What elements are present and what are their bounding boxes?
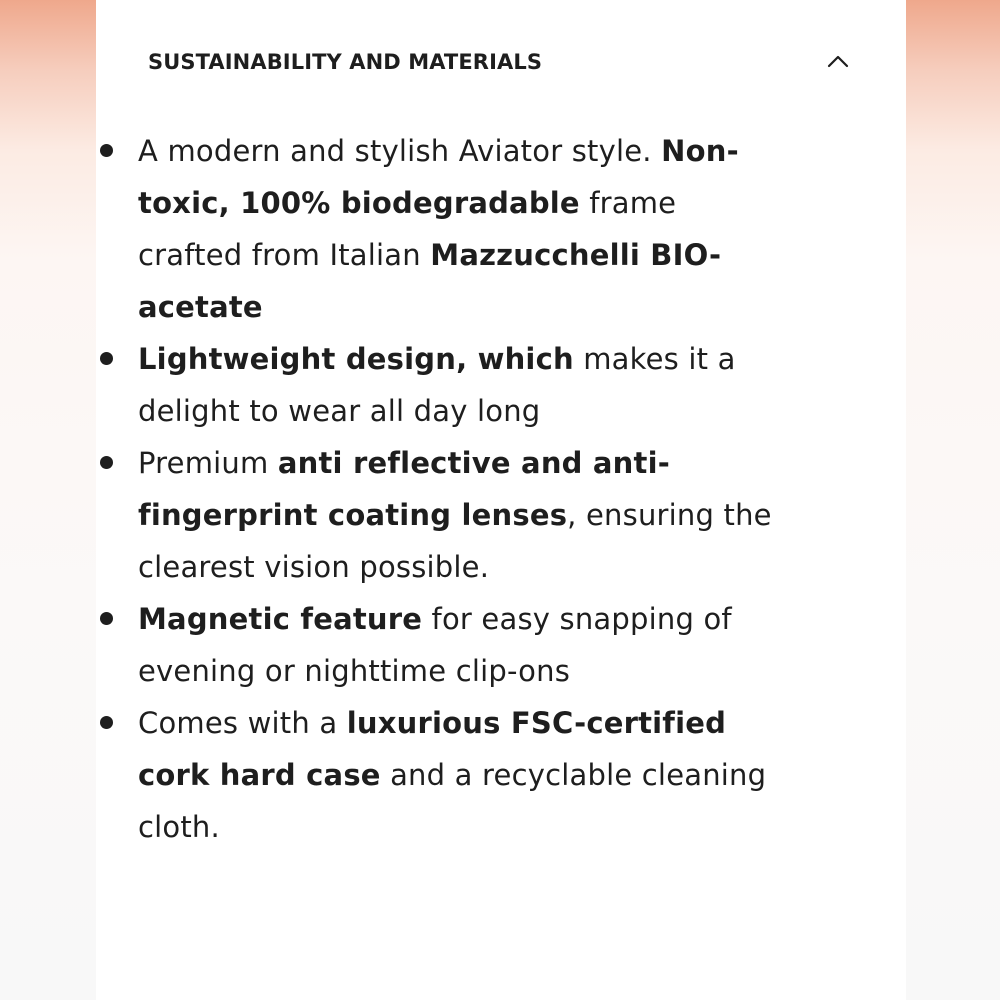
feature-text: A modern and stylish Aviator style.: [138, 134, 662, 168]
feature-list: [138, 125, 773, 853]
feature-text: , ensuring the clearest vision possible.: [138, 498, 772, 584]
bullet-icon: [100, 716, 113, 729]
feature-highlight-text: Magnetic feature: [138, 602, 423, 636]
accordion-title: SUSTAINABILITY AND MATERIALS: [148, 50, 543, 74]
feature-list-item: [138, 593, 773, 697]
feature-highlight-text: Mazzucchelli BIO-acetate: [138, 238, 722, 324]
feature-text: and a recyclable cleaning cloth.: [138, 758, 767, 844]
feature-text: Premium: [138, 446, 278, 480]
feature-highlight-text: anti reflective and anti-fingerprint coating lenses: [138, 446, 670, 532]
bullet-icon: [100, 612, 113, 625]
feature-highlight-text: Non-toxic, 100% biodegradable: [138, 134, 739, 220]
accordion-header-sustainability[interactable]: [148, 46, 858, 80]
feature-text: for easy snapping of evening or nighttime clip-ons: [138, 602, 732, 688]
feature-text: frame crafted from Italian: [138, 186, 677, 272]
feature-list-item: [138, 125, 773, 333]
feature-highlight-text: luxurious FSC-certified cork hard case: [138, 706, 727, 792]
feature-list-item: [138, 333, 773, 437]
feature-list-item: [138, 437, 773, 593]
bullet-icon: [100, 352, 113, 365]
bullet-icon: [100, 144, 113, 157]
left-background-strip: [0, 0, 96, 1000]
feature-list-item: [138, 697, 773, 853]
feature-text: Comes with a: [138, 706, 347, 740]
feature-text: makes it a delight to wear all day long: [138, 342, 736, 428]
chevron-up-icon[interactable]: [824, 48, 852, 76]
bullet-icon: [100, 456, 113, 469]
feature-highlight-text: Lightweight design, which: [138, 342, 574, 376]
right-background-strip: [904, 0, 1000, 1000]
